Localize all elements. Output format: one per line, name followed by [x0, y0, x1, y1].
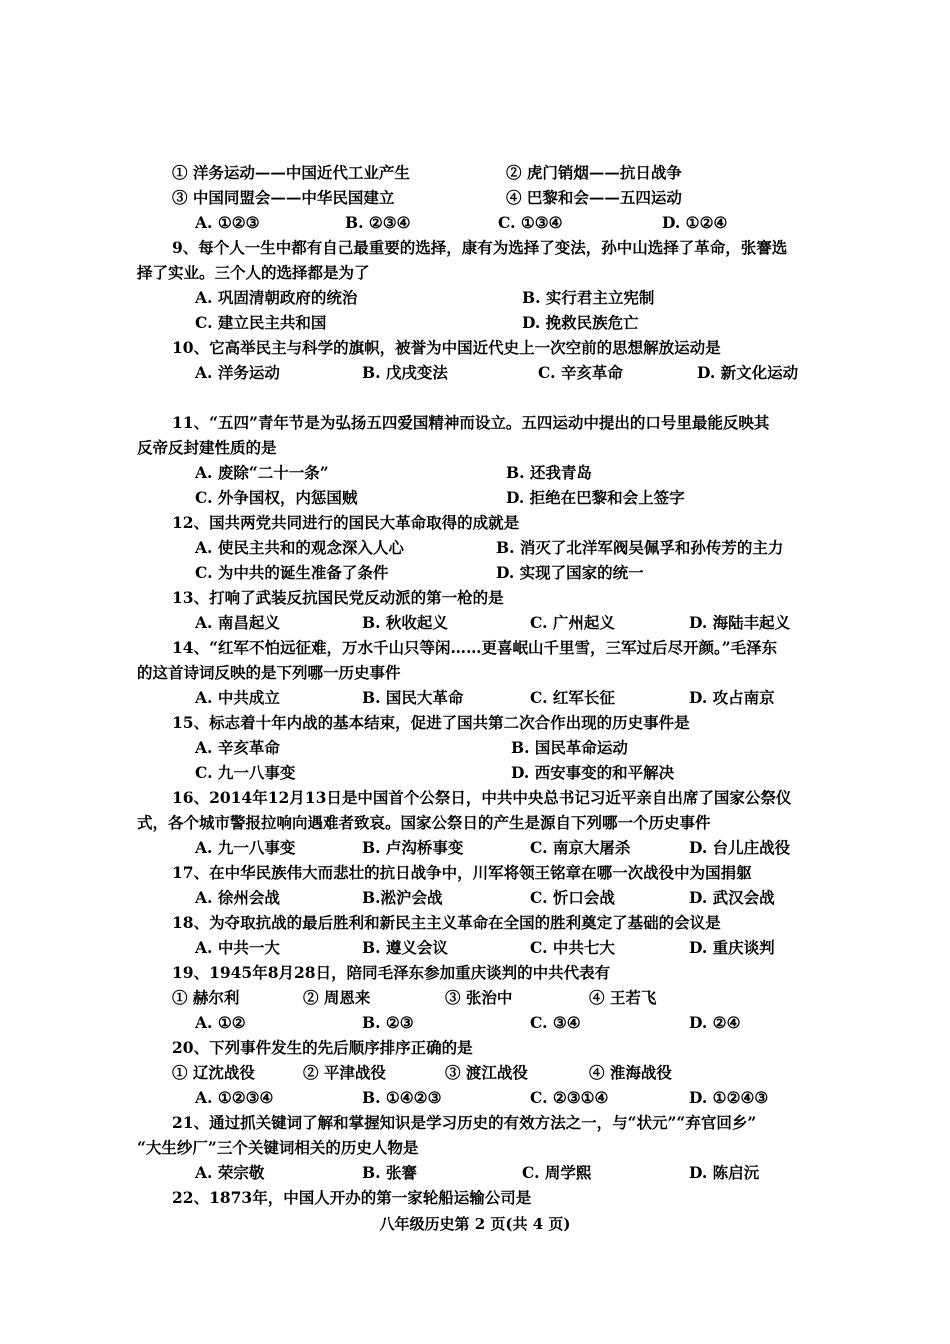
- q8-item-3: ③ 中国同盟会——中华民国建立: [172, 188, 395, 207]
- q12-option-a: A. 使民主共和的观念深入人心: [195, 538, 404, 557]
- q19-item-3: ③ 张治中: [445, 988, 513, 1007]
- q19-option-c: C. ③④: [530, 1013, 581, 1032]
- q17-stem: 17、在中华民族伟大而悲壮的抗日战争中，川军将领王铭章在哪一次战役中为国捐躯: [172, 863, 752, 882]
- q11-option-d: D. 拒绝在巴黎和会上签字: [506, 488, 685, 507]
- q21-option-a: A. 荣宗敬: [195, 1163, 265, 1182]
- q21-option-c: C. 周学熙: [522, 1163, 592, 1182]
- q9-option-d: D. 挽救民族危亡: [522, 313, 639, 332]
- q20-item-4: ④ 淮海战役: [589, 1063, 672, 1082]
- q17-option-d: D. 武汉会战: [689, 888, 775, 907]
- q10-option-d: D. 新文化运动: [697, 363, 799, 382]
- q19-option-b: B. ②③: [362, 1013, 414, 1032]
- q10-option-c: C. 辛亥革命: [538, 363, 623, 382]
- q17-option-a: A. 徐州会战: [195, 888, 280, 907]
- q18-option-d: D. 重庆谈判: [689, 938, 775, 957]
- q19-option-a: A. ①②: [195, 1013, 246, 1032]
- q8-option-d: D. ①②④: [662, 213, 728, 232]
- q16-stem-line-1: 16、2014年12月13日是中国首个公祭日，中共中央总书记习近平亲自出席了国家公祭仪: [172, 788, 792, 807]
- q21-option-b: B. 张謇: [362, 1163, 417, 1182]
- q20-item-2: ② 平津战役: [303, 1063, 386, 1082]
- q8-option-b: B. ②③④: [345, 213, 411, 232]
- q9-option-a: A. 巩固清朝政府的统治: [195, 288, 358, 307]
- q11-option-a: A. 废除“二十一条”: [195, 463, 329, 482]
- q18-option-c: C. 中共七大: [530, 938, 615, 957]
- q18-stem: 18、为夺取抗战的最后胜利和新民主主义革命在全国的胜利奠定了基础的会议是: [172, 913, 721, 932]
- q15-option-c: C. 九一八事变: [195, 763, 296, 782]
- q19-stem: 19、1945年8月28日，陪同毛泽东参加重庆谈判的中共代表有: [172, 963, 611, 982]
- q21-option-d: D. 陈启沅: [689, 1163, 760, 1182]
- q18-option-a: A. 中共一大: [195, 938, 280, 957]
- q17-option-b: B.淞沪会战: [362, 888, 443, 907]
- q11-stem-line-1: 11、“五四”青年节是为弘扬五四爱国精神而设立。五四运动中提出的口号里最能反映其: [172, 413, 770, 432]
- q19-option-d: D. ②④: [689, 1013, 741, 1032]
- q18-option-b: B. 遵义会议: [362, 938, 448, 957]
- q19-item-1: ① 赫尔利: [172, 988, 240, 1007]
- q12-option-c: C. 为中共的诞生准备了条件: [195, 563, 389, 582]
- q16-option-b: B. 卢沟桥事变: [362, 838, 464, 857]
- q14-stem-line-1: 14、“红军不怕远征难，万水千山只等闲……更喜岷山千里雪，三军过后尽开颜。”毛泽东: [172, 638, 778, 657]
- q8-option-a: A. ①②③: [195, 213, 260, 232]
- q14-option-c: C. 红军长征: [530, 688, 615, 707]
- q21-stem-line-1: 21、通过抓关键词了解和掌握知识是学习历史的有效方法之一，与“状元”“弃官回乡”: [172, 1113, 757, 1132]
- q15-option-d: D. 西安事变的和平解决: [511, 763, 675, 782]
- q20-item-3: ③ 渡江战役: [445, 1063, 528, 1082]
- q20-item-1: ① 辽沈战役: [172, 1063, 255, 1082]
- q9-stem-line-1: 9、每个人一生中都有自己最重要的选择，康有为选择了变法，孙中山选择了革命，张謇选: [172, 238, 788, 257]
- q16-stem-line-2: 式，各个城市警报拉响向遇难者致哀。国家公祭日的产生是源自下列哪一个历史事件: [137, 813, 711, 832]
- q14-stem-line-2: 的这首诗词反映的是下列哪一历史事件: [137, 663, 401, 682]
- q20-option-b: B. ①④②③: [362, 1088, 442, 1107]
- q8-item-1: ① 洋务运动——中国近代工业产生: [172, 163, 410, 182]
- q20-stem: 20、下列事件发生的先后顺序排序正确的是: [172, 1038, 473, 1057]
- q8-item-2: ② 虎门销烟——抗日战争: [506, 163, 682, 182]
- q10-option-b: B. 戊戌变法: [362, 363, 448, 382]
- q10-option-a: A. 洋务运动: [195, 363, 280, 382]
- q15-option-b: B. 国民革命运动: [511, 738, 628, 757]
- q16-option-d: D. 台儿庄战役: [689, 838, 791, 857]
- q14-option-d: D. 攻占南京: [689, 688, 775, 707]
- q14-option-b: B. 国民大革命: [362, 688, 464, 707]
- q16-option-a: A. 九一八事变: [195, 838, 296, 857]
- q20-option-d: D. ①②④③: [689, 1088, 769, 1107]
- q13-option-b: B. 秋收起义: [362, 613, 448, 632]
- q16-option-c: C. 南京大屠杀: [530, 838, 631, 857]
- q11-stem-line-2: 反帝反封建性质的是: [137, 438, 277, 457]
- q12-option-d: D. 实现了国家的统一: [496, 563, 644, 582]
- q15-option-a: A. 辛亥革命: [195, 738, 280, 757]
- q10-stem: 10、它高举民主与科学的旗帜，被誉为中国近代史上一次空前的思想解放运动是: [172, 338, 721, 357]
- q8-item-4: ④ 巴黎和会——五四运动: [506, 188, 682, 207]
- q22-stem: 22、1873年，中国人开办的第一家轮船运输公司是: [172, 1188, 532, 1207]
- q14-option-a: A. 中共成立: [195, 688, 280, 707]
- page-footer: 八年级历史第 2 页(共 4 页): [379, 1215, 571, 1233]
- q13-option-c: C. 广州起义: [530, 613, 615, 632]
- q17-option-c: C. 忻口会战: [530, 888, 615, 907]
- q12-option-b: B. 消灭了北洋军阀吴佩孚和孙传芳的主力: [496, 538, 784, 557]
- q21-stem-line-2: “大生纱厂”三个关键词相关的历史人物是: [137, 1138, 419, 1157]
- q13-option-a: A. 南昌起义: [195, 613, 280, 632]
- q13-option-d: D. 海陆丰起义: [689, 613, 791, 632]
- q11-option-c: C. 外争国权，内惩国贼: [195, 488, 358, 507]
- q20-option-a: A. ①②③④: [195, 1088, 274, 1107]
- q20-option-c: C. ②③①④: [530, 1088, 609, 1107]
- q19-item-4: ④ 王若飞: [589, 988, 657, 1007]
- q9-option-c: C. 建立民主共和国: [195, 313, 327, 332]
- q9-option-b: B. 实行君主立宪制: [522, 288, 655, 307]
- q11-option-b: B. 还我青岛: [506, 463, 592, 482]
- q13-stem: 13、打响了武装反抗国民党反动派的第一枪的是: [172, 588, 504, 607]
- q15-stem: 15、标志着十年内战的基本结束，促进了国共第二次合作出现的历史事件是: [172, 713, 690, 732]
- q19-item-2: ② 周恩来: [303, 988, 371, 1007]
- q8-option-c: C. ①③④: [498, 213, 563, 232]
- q12-stem: 12、国共两党共同进行的国民大革命取得的成就是: [172, 513, 520, 532]
- q9-stem-line-2: 择了实业。三个人的选择都是为了: [137, 263, 370, 282]
